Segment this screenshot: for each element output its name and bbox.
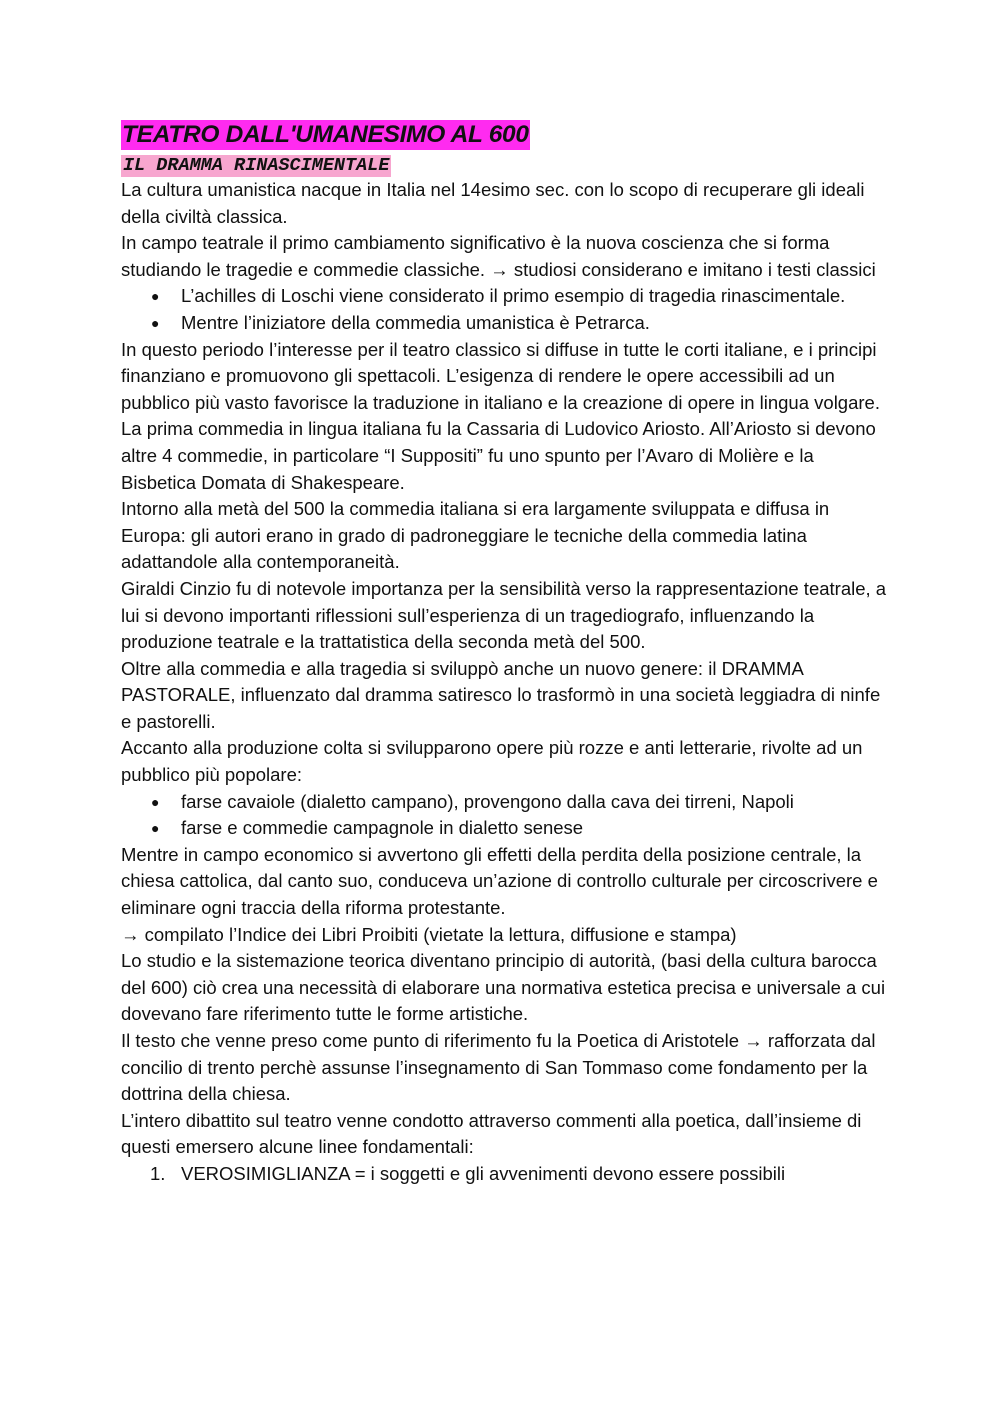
paragraph: Giraldi Cinzio fu di notevole importanza per la sensibilità verso la rappresentazione teatrale, a lui si devono importanti riflessioni sull’esperienza di un tragediografo, influenzando la produzione teatrale e la trattatistica della seconda metà del 500. — [121, 577, 887, 653]
list-item — [121, 310, 889, 337]
bullet-icon: ● — [151, 793, 160, 810]
paragraph: Accanto alla produzione colta si svilupparono opere più rozze e anti letterarie, rivolte ad un pubblico più popolare: — [121, 737, 863, 786]
list-item-text: L’achilles di Loschi viene considerato il primo esempio di tragedia rinascimentale. — [181, 285, 846, 307]
numbered-list — [121, 1161, 889, 1188]
bullet-icon: ● — [151, 314, 160, 331]
title-row — [121, 120, 889, 150]
subtitle-row — [121, 150, 889, 177]
paragraph: Oltre alla commedia e alla tragedia si sviluppò anche un nuovo genere: il DRAMMA PASTORALE, influenzato dal dramma satiresco lo trasformò in una società leggiadra di ninfe e pastorelli. — [121, 657, 881, 732]
list-item-text: farse cavaiole (dialetto campano), provengono dalla cava dei tirreni, Napoli — [181, 790, 794, 812]
list-item — [121, 1161, 889, 1188]
list-item-text: farse e commedie campagnole in dialetto senese — [181, 817, 584, 839]
bullet-list — [121, 789, 889, 842]
bullet-list — [121, 283, 889, 336]
paragraph: L’intero dibattito sul teatro venne condotto attraverso commenti alla poetica, dall’insieme di questi emersero alcune linee fondamentali: — [121, 1109, 862, 1158]
paragraph: La prima commedia in lingua italiana fu la Cassaria di Ludovico Ariosto. All’Ariosto si devono altre 4 commedie, in particolare “I Suppositi” fu uno spunto per l’Avaro di Molière e la Bisbetica Domata di Shakespeare. — [121, 418, 876, 493]
list-item — [121, 815, 889, 842]
paragraph: In campo teatrale il primo cambiamento significativo è la nuova coscienza che si forma studiando le tragedie e commedie classiche. → studiosi considerano e imitano i testi classici — [121, 232, 876, 280]
list-item — [121, 283, 889, 310]
bullet-icon: ● — [151, 820, 160, 837]
section-subtitle: IL DRAMMA RINASCIMENTALE — [123, 155, 390, 176]
document-title: TEATRO DALL'UMANESIMO AL 600 — [122, 121, 529, 148]
paragraph: La cultura umanistica nacque in Italia nel 14esimo sec. con lo scopo di recuperare gli ideali della civiltà classica. — [121, 179, 865, 227]
list-item-text: Mentre l’iniziatore della commedia umanistica è Petrarca. — [181, 311, 650, 333]
paragraph: Lo studio e la sistemazione teorica diventano principio di autorità, (basi della cultura barocca del 600) ciò crea una necessità di elaborare una normativa estetica precisa e universale a cui dovevano fare riferimento tutte le forme artistiche. — [121, 950, 886, 1025]
document-page — [121, 120, 889, 1188]
list-item-text: VEROSIMIGLIANZA = i soggetti e gli avvenimenti devono essere possibili — [181, 1162, 786, 1184]
paragraph: Il testo che venne preso come punto di riferimento fu la Poetica di Aristotele → rafforzata dal concilio di trento perchè assunse l’insegnamento di San Tommaso come fondamento per la dottrina della chiesa. — [121, 1030, 876, 1105]
paragraph: In questo periodo l’interesse per il teatro classico si diffuse in tutte le corti italiane, e i principi finanziano e promuovono gli spettacoli. L’esigenza di rendere le opere accessibili ad un pubblico più vasto favorisce la traduzione in italiano e la creazione di opere in lingua volgare. — [121, 338, 880, 413]
paragraph: Mentre in campo economico si avvertono gli effetti della perdita della posizione centrale, la chiesa cattolica, dal canto suo, conduceva un’azione di controllo culturale per circoscrivere e eliminare ogni traccia della riforma protestante. — [121, 843, 878, 919]
list-item — [121, 789, 889, 816]
paragraph: Intorno alla metà del 500 la commedia italiana si era largamente sviluppata e diffusa in Europa: gli autori erano in grado di padroneggiare le tecniche della commedia latina adattandole alla contemporaneità. — [121, 498, 830, 573]
bullet-icon: ● — [151, 288, 160, 305]
paragraph: → compilato l’Indice dei Libri Proibiti (vietate la lettura, diffusione e stampa) — [121, 923, 737, 945]
list-number: 1. — [150, 1162, 166, 1184]
